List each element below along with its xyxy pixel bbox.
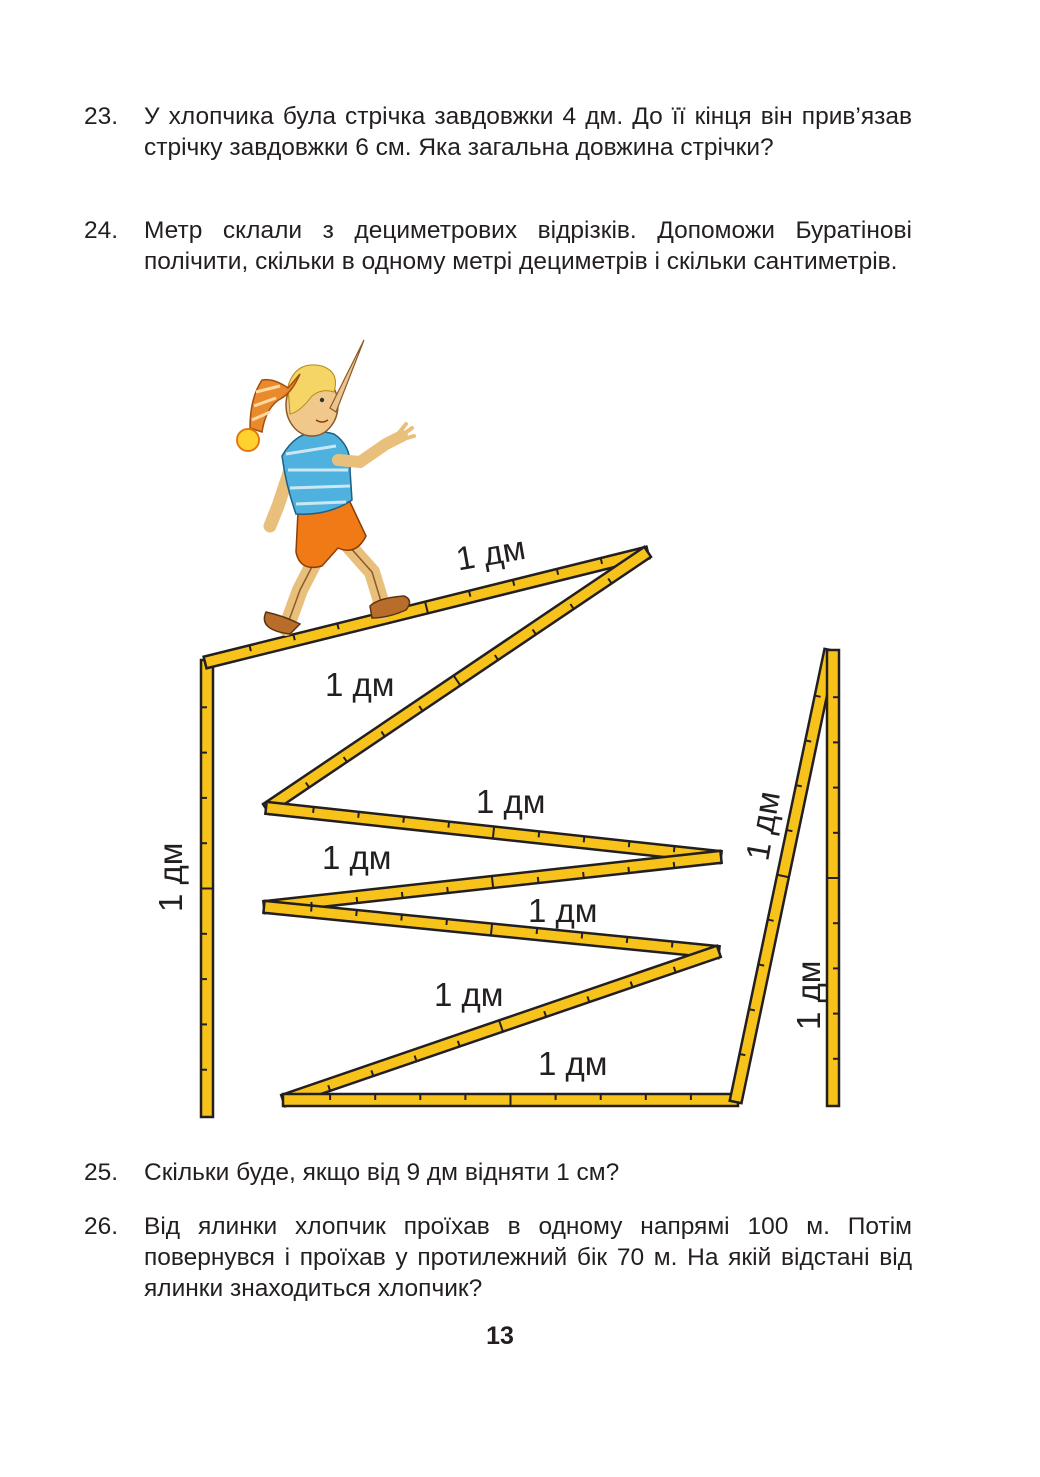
pinocchio-character <box>237 340 414 634</box>
segment-label: 1 дм <box>152 842 189 912</box>
segment-label: 1 дм <box>476 783 546 820</box>
ruler-segment <box>283 1094 738 1106</box>
segment-label: 1 дм <box>538 1045 608 1082</box>
segment-label: 1 дм <box>434 976 504 1013</box>
segment-label: 1 дм <box>322 839 392 876</box>
segment-label: 1 дм <box>738 788 787 864</box>
segment-label: 1 дм <box>790 960 827 1030</box>
ruler-segment <box>263 901 719 958</box>
segment-labels <box>152 529 827 1082</box>
ruler-segment <box>281 946 721 1107</box>
ruler-segment <box>201 660 213 1117</box>
problem-number: 23. <box>84 103 119 130</box>
problem-text: Метр склали з дециметрових відрізків. Допоможи Буратінові полічити, скільки в одному метрі дециметрів і скільки сантиметрів. <box>144 217 912 275</box>
problem-24 <box>84 215 912 277</box>
problem-text: Скільки буде, якщо від 9 дм відняти 1 см? <box>144 1159 620 1186</box>
problem-25 <box>84 1157 912 1188</box>
problem-text: У хлопчика була стрічка завдовжки 4 дм. До її кінця він прив’язав стрічку завдовжки 6 см. Яка загальна довжина стрічки? <box>144 103 912 161</box>
segment-label: 1 дм <box>528 892 598 929</box>
problem-text: Від ялинки хлопчик проїхав в одному напрямі 100 м. Потім повернувся і проїхав у протилежний бік 70 м. На якій відстані від ялинки знаходиться хлопчик? <box>144 1213 912 1302</box>
segment-label: 1 дм <box>453 528 529 578</box>
segment-label: 1 дм <box>325 666 395 703</box>
ruler-segment <box>827 650 839 1106</box>
ruler-segment <box>263 547 651 814</box>
problem-number: 24. <box>84 217 119 244</box>
ruler-segment <box>204 547 650 669</box>
page-number: 13 <box>486 1322 514 1350</box>
problem-number: 26. <box>84 1213 119 1240</box>
folding-meter-illustration <box>0 320 1040 1130</box>
problem-26 <box>84 1211 912 1304</box>
ruler-segment <box>730 649 837 1103</box>
problem-number: 25. <box>84 1159 119 1186</box>
problem-23 <box>84 101 912 163</box>
